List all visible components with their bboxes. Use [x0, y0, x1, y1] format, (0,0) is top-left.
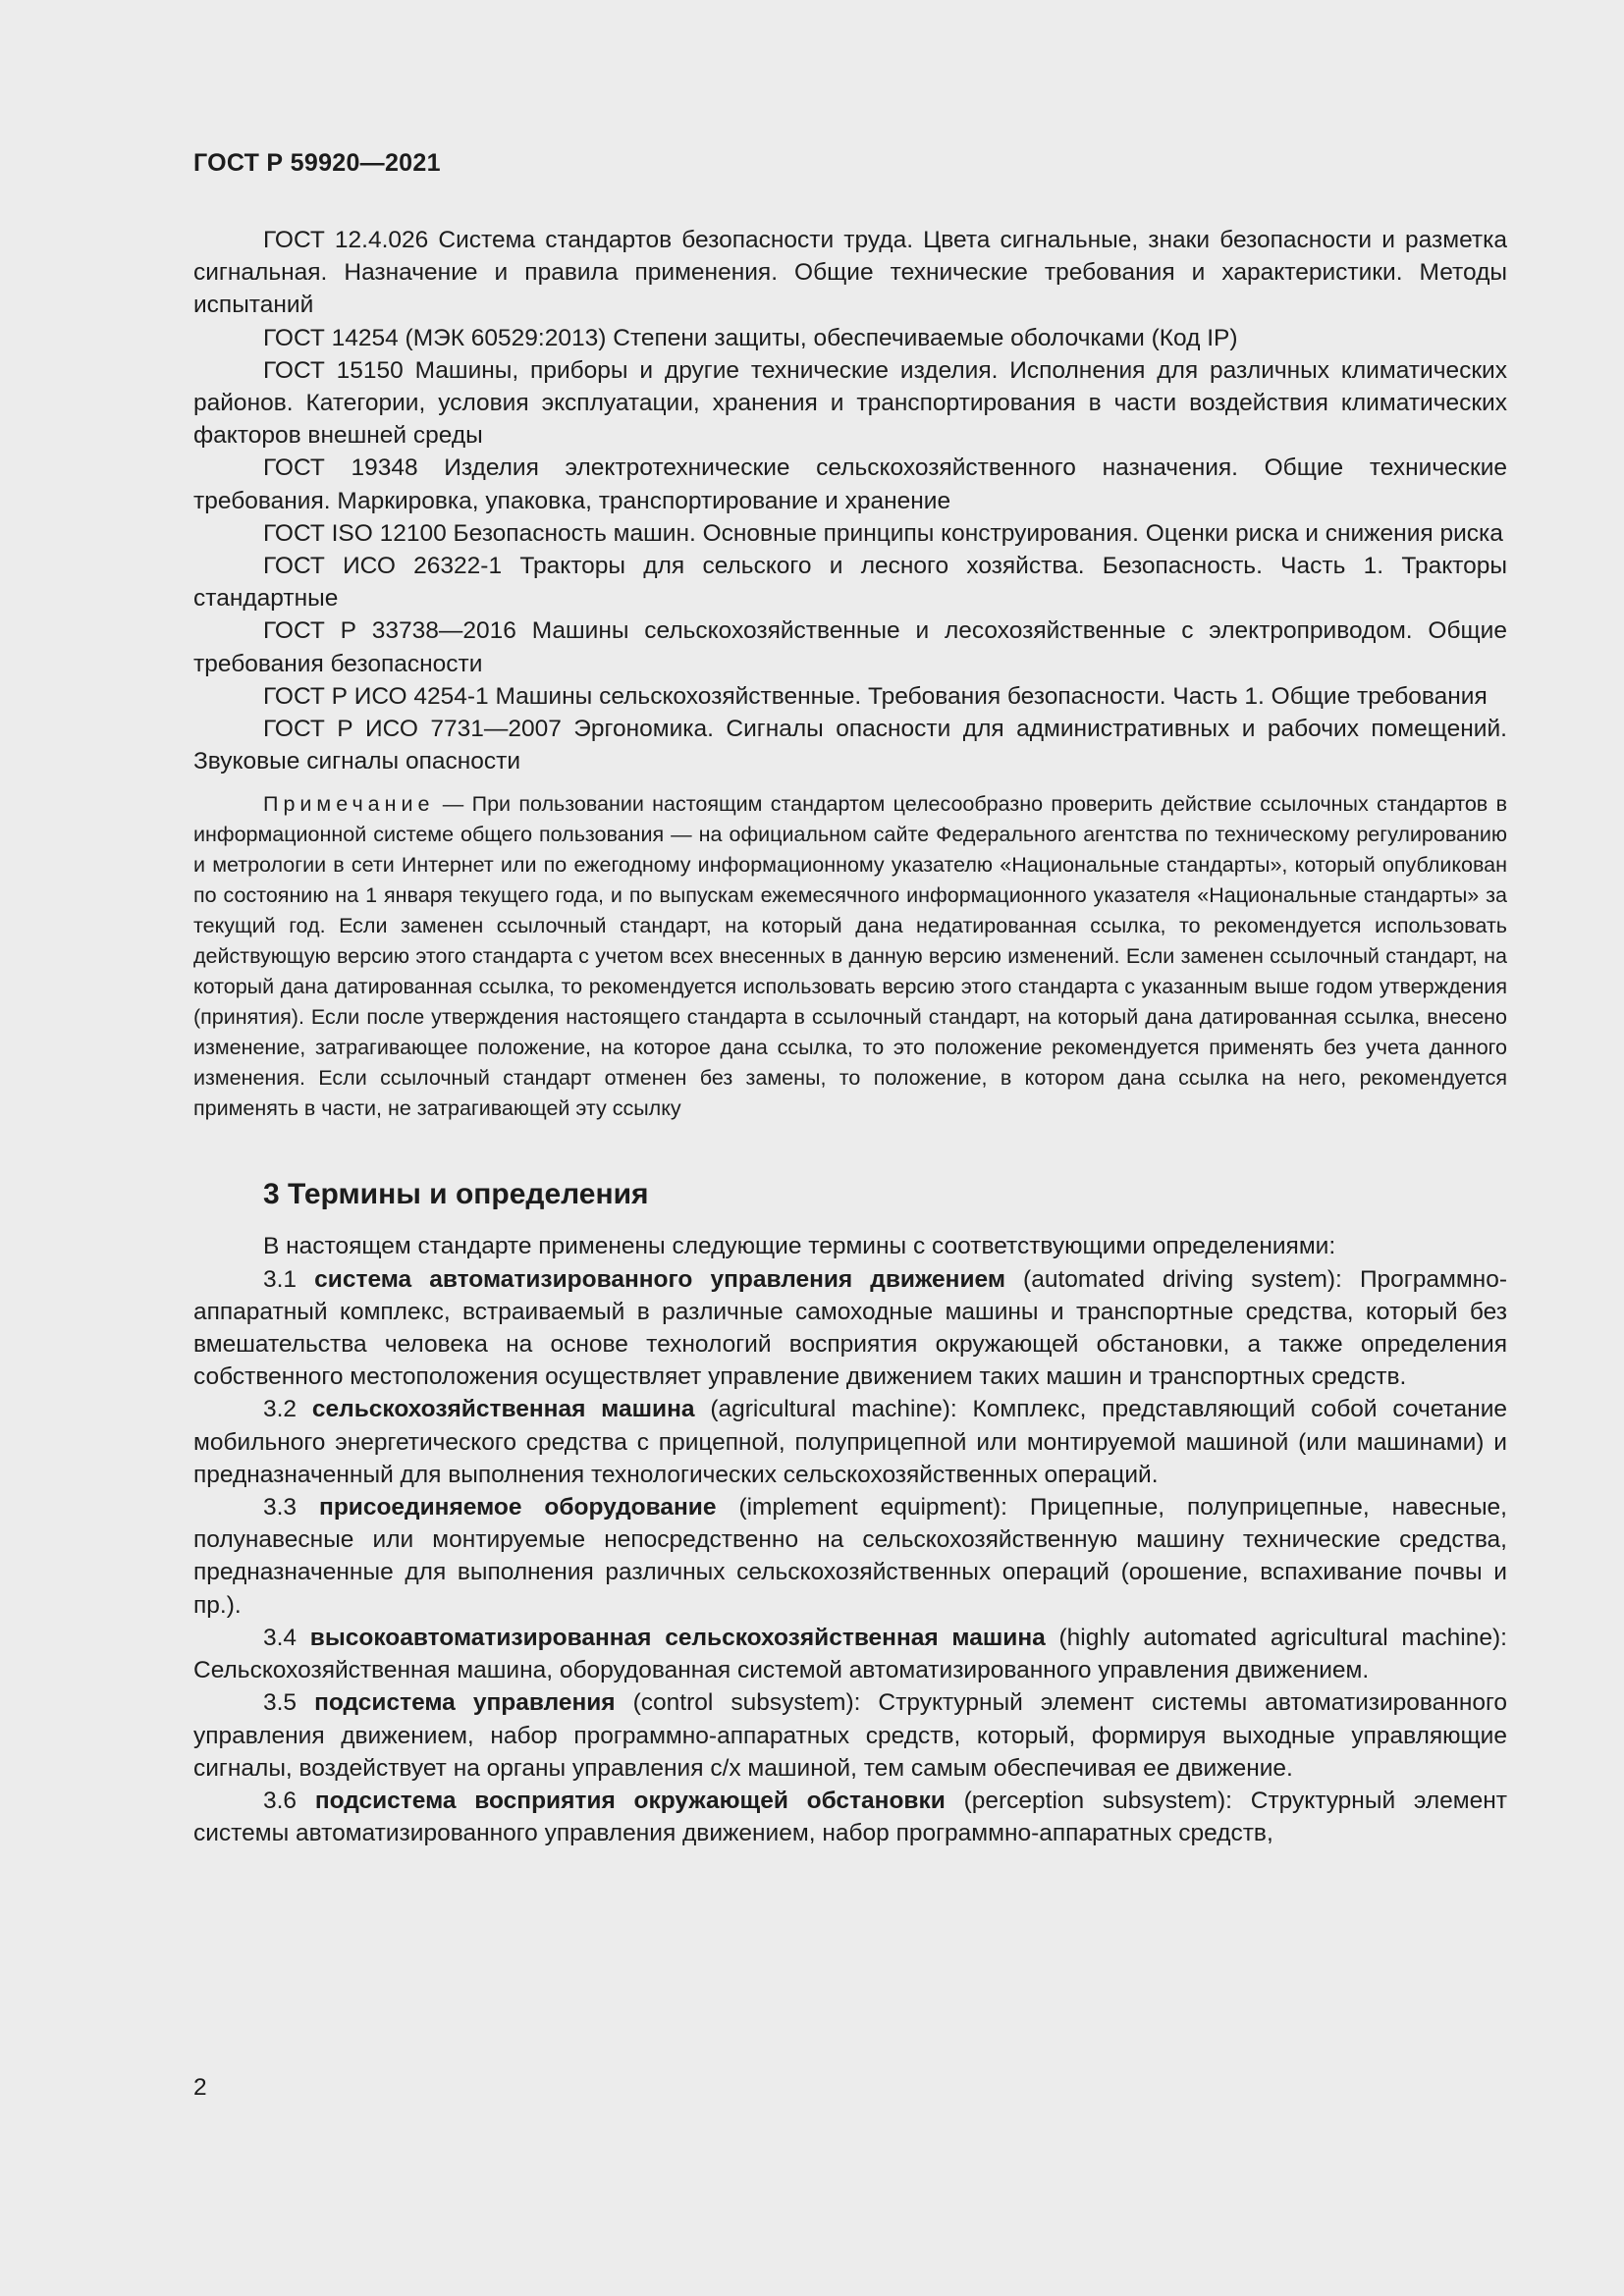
section-intro: В настоящем стандарте применены следующие термины с соответствующими определениями: — [263, 1233, 1336, 1260]
reference-item: ГОСТ 15150 Машины, приборы и другие технические изделия. Исполнения для различных климатических районов. Категории, условия эксплуатации, хранения и транспортирования в части воздействия климатических факторов внешней среды — [193, 356, 1507, 450]
term-definition — [193, 1393, 1507, 1491]
reference-note — [193, 789, 1507, 1124]
reference-item: ГОСТ ИСО 26322-1 Тракторы для сельского и лесного хозяйства. Безопасность. Часть 1. Тракторы стандартные — [193, 553, 1507, 613]
term-name: система автоматизированного управления движением — [314, 1265, 1005, 1293]
term-number: 3.5 — [263, 1689, 315, 1717]
reference-item: ГОСТ Р ИСО 7731—2007 Эргономика. Сигналы опасности для административных и рабочих помещений. Звуковые сигналы опасности — [193, 716, 1507, 775]
term-definition — [193, 1785, 1507, 1849]
term-text: (agricultural machine): Комплекс, представляющий собой сочетание мобильного энергетического средства с прицепной, полуприцепной или монтируемой машиной (или машинами) и предназначенный для выполнения технологических сельскохозяйственных операций. — [193, 1396, 1508, 1488]
note-text: — При пользовании настоящим стандартом целесообразно проверить действие ссылочных стандартов в информационной системе общего пользования — на официальном сайте Федерального агентства по техническому регулированию и метрологии в сети Интернет или по ежегодному информационному указателю «Национальные стандарты», который опубликован по состоянию на 1 января текущего года, и по выпускам ежемесячного информационного указателя «Национальные стандарты» за текущий год. Если заменен ссылочный стандарт, на который дана недатированная ссылка, то рекомендуется использовать действующую версию этого стандарта с учетом всех внесенных в данную версию изменений. Если заменен ссылочный стандарт, на который дана датированная ссылка, то рекомендуется использовать версию этого стандарта с указанным выше годом утверждения (принятия). Если после утверждения настоящего стандарта в ссылочный стандарт, на который дана датированная ссылка, внесено изменение, затрагивающее положение, на которое дана ссылка, то это положение рекомендуется применять без учета данного изменения. Если ссылочный стандарт отменен без замены, то положение, в котором дана ссылка на него, рекомендуется применять в части, не затрагивающей эту ссылку — [193, 792, 1507, 1121]
reference-item: ГОСТ Р 33738—2016 Машины сельскохозяйственные и лесохозяйственные с электроприводом. Общие требования безопасности — [193, 617, 1507, 677]
term-definition — [193, 1263, 1507, 1394]
reference-item: ГОСТ 12.4.026 Система стандартов безопасности труда. Цвета сигнальные, знаки безопасности и разметка сигнальная. Назначение и правила применения. Общие технические требования и характеристики. Методы испытаний — [193, 227, 1507, 319]
term-definition — [193, 1686, 1507, 1785]
note-label: Примечание — [263, 792, 435, 817]
term-text: (automated driving system): Программно-аппаратный комплекс, встраиваемый в различные самоходные машины и транспортные средства, который без вмешательства человека на основе технологий восприятия окружающей обстановки, а также определения собственного местоположения осуществляет управление движением таких машин и транспортных средств. — [193, 1265, 1507, 1391]
section-heading: 3 Термины и определения — [263, 1178, 649, 1211]
term-definition — [193, 1491, 1507, 1622]
term-number: 3.2 — [263, 1396, 312, 1423]
term-number: 3.6 — [263, 1787, 315, 1814]
term-definition — [193, 1622, 1507, 1686]
term-text: (perception subsystem): Структурный элемент системы автоматизированного управления движением, набор программно-аппаратных средств, — [193, 1787, 1507, 1847]
reference-item: ГОСТ 14254 (МЭК 60529:2013) Степени защиты, обеспечиваемые оболочками (Код IP) — [263, 324, 1238, 351]
term-name: сельскохозяйственная машина — [311, 1396, 695, 1423]
term-number: 3.1 — [263, 1265, 315, 1293]
term-text: (highly automated agricultural machine): Сельскохозяйственная машина, оборудованная системой автоматизированного управления движением. — [193, 1624, 1507, 1684]
term-number: 3.3 — [263, 1494, 320, 1522]
document-body — [193, 224, 1507, 1849]
term-number: 3.4 — [263, 1624, 310, 1651]
term-name: подсистема восприятия окружающей обстановки — [314, 1787, 946, 1814]
term-name: высокоавтоматизированная сельскохозяйственная машина — [309, 1624, 1046, 1651]
term-name: подсистема управления — [314, 1689, 616, 1717]
term-name: присоединяемое оборудование — [319, 1494, 717, 1522]
term-text: (control subsystem): Структурный элемент системы автоматизированного управления движением, набор программно-аппаратных средств, который, формируя выходные управляющие сигналы, воздействует на органы управления с/х машиной, тем самым обеспечивая ее движение. — [193, 1689, 1507, 1782]
term-text: (implement equipment): Прицепные, полуприцепные, навесные, полунавесные или монтируемые непосредственно на сельскохозяйственную машину технические средства, предназначенные для выполнения различных сельскохозяйственных операций (орошение, вспахивание почвы и пр.). — [193, 1494, 1507, 1619]
document-header: ГОСТ Р 59920—2021 — [193, 149, 441, 177]
reference-item: ГОСТ Р ИСО 4254-1 Машины сельскохозяйственные. Требования безопасности. Часть 1. Общие требования — [263, 682, 1488, 710]
reference-item: ГОСТ 19348 Изделия электротехнические сельскохозяйственного назначения. Общие технические требования. Маркировка, упаковка, транспортирование и хранение — [193, 454, 1507, 514]
page-number: 2 — [193, 2074, 207, 2101]
reference-item: ГОСТ ISO 12100 Безопасность машин. Основные принципы конструирования. Оценки риска и снижения риска — [263, 519, 1503, 547]
